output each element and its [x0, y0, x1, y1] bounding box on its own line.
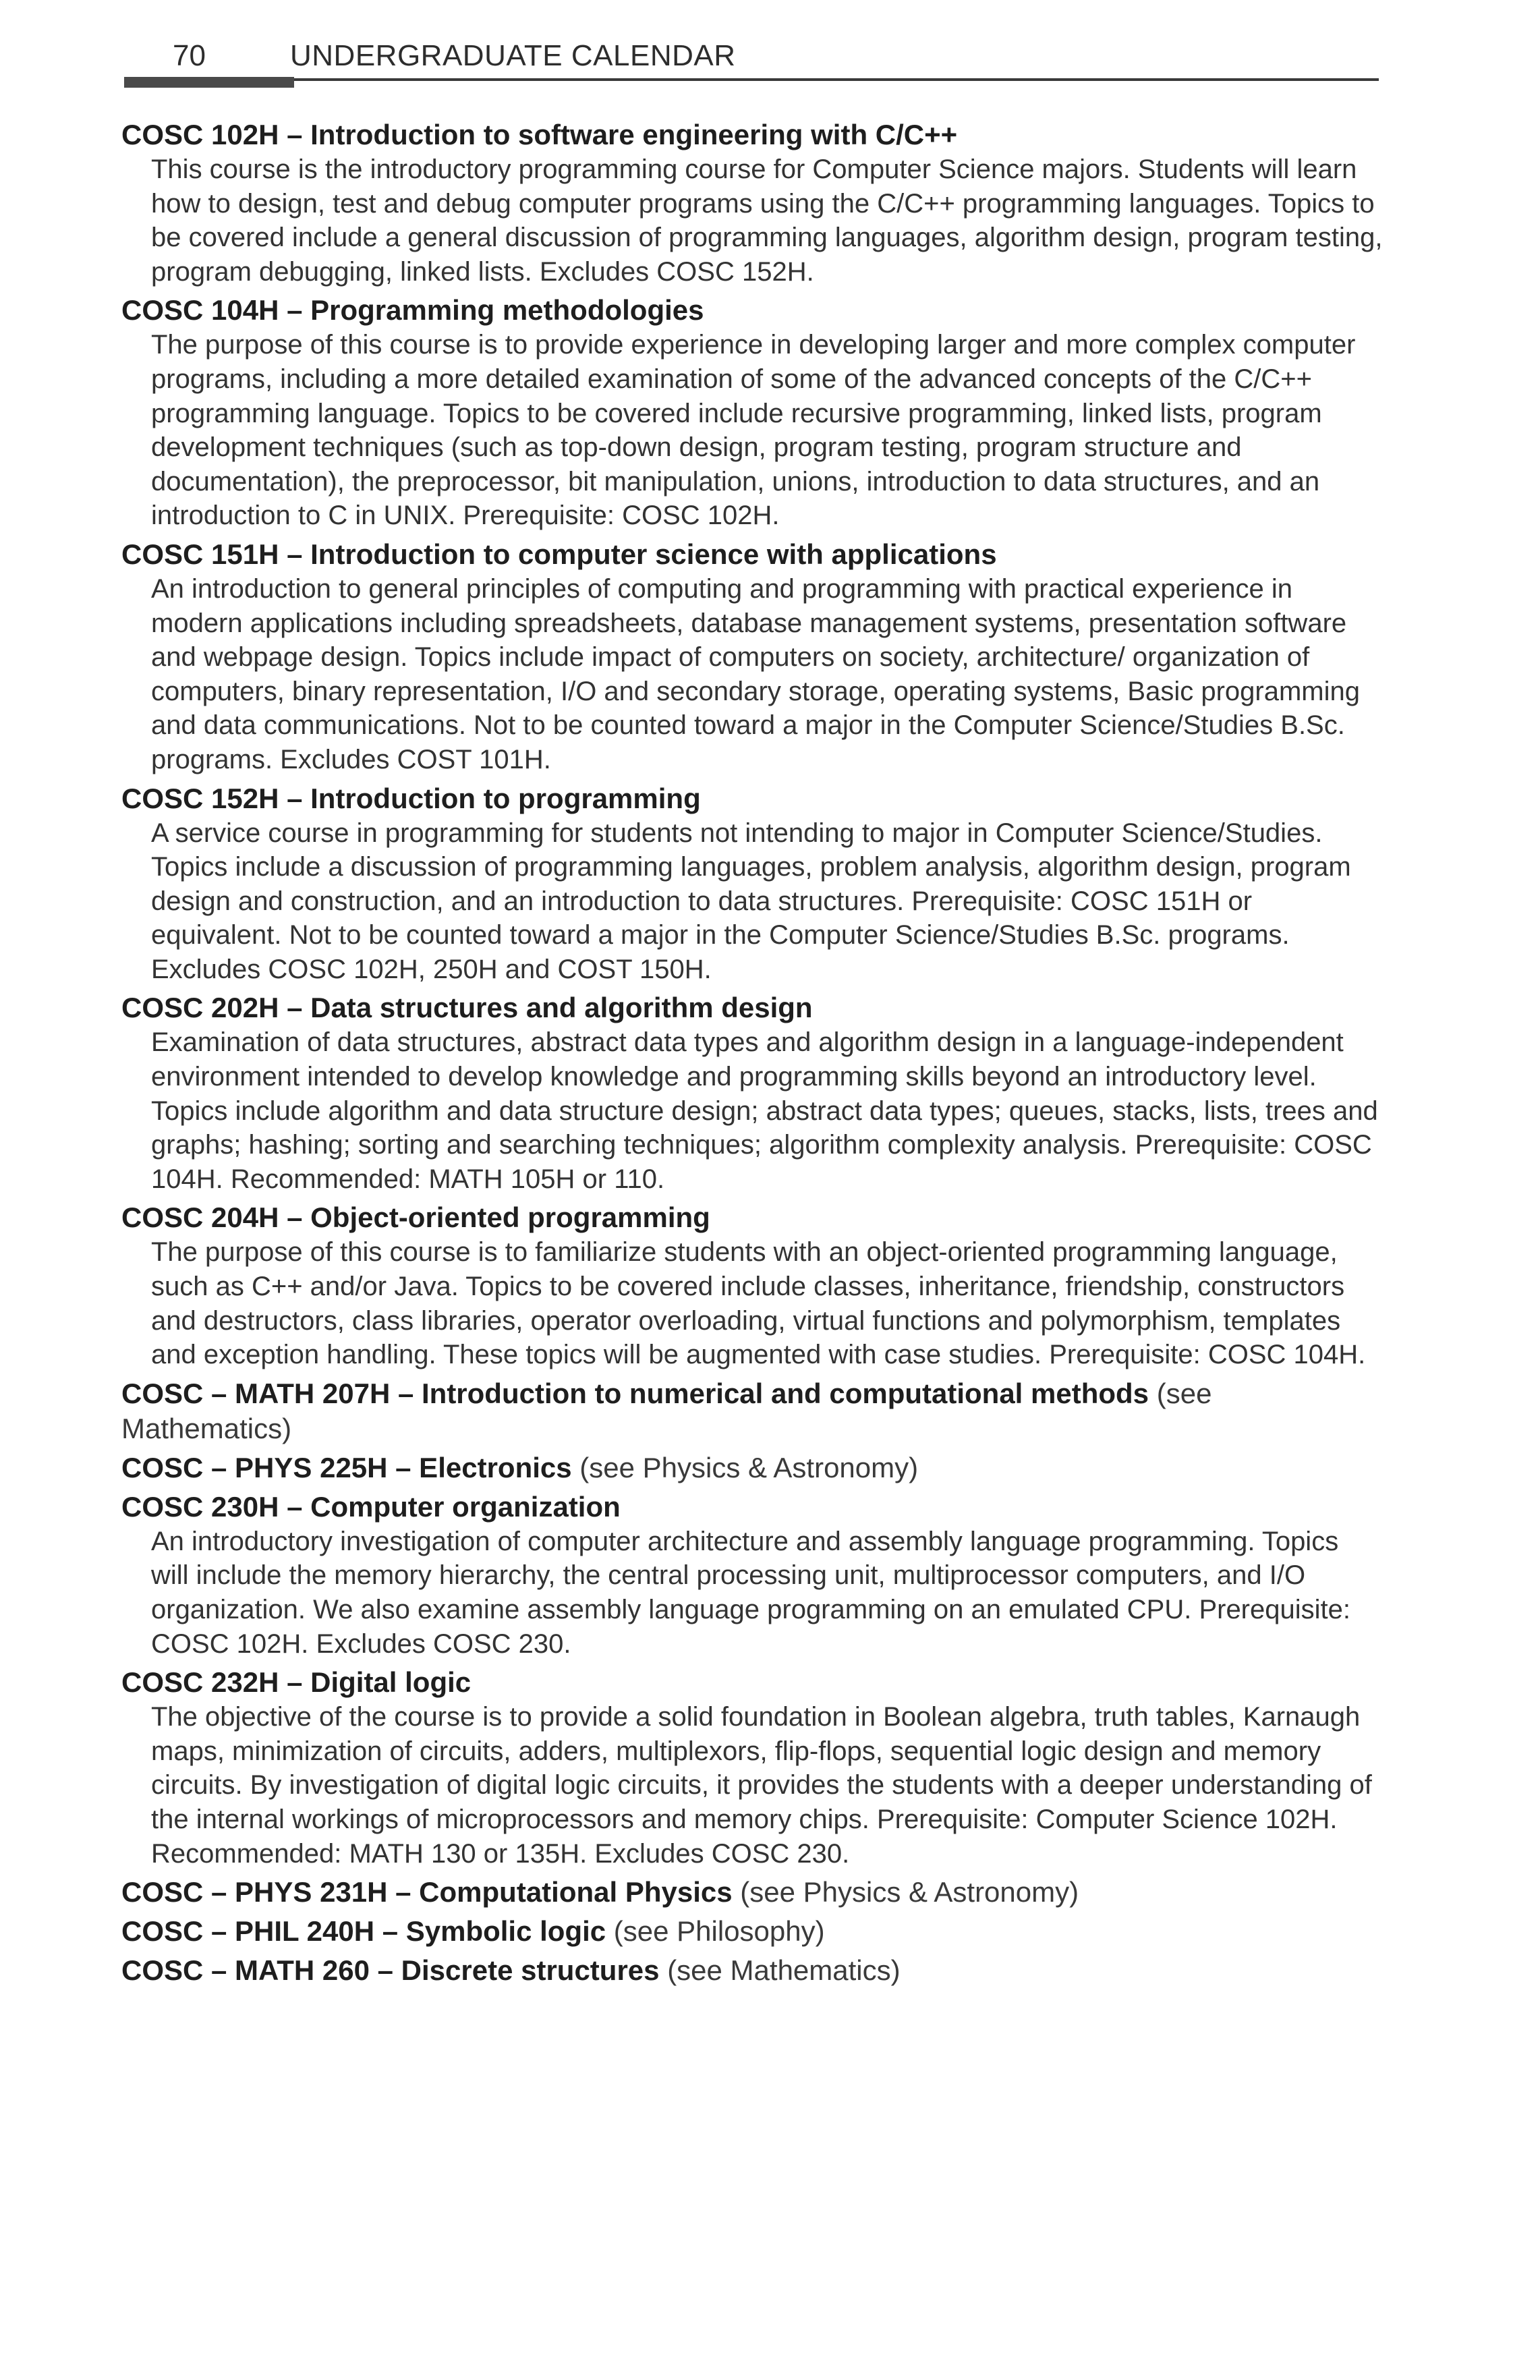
course-entry-cosc-151h [121, 537, 1383, 777]
course-entry-cosc-152h [121, 781, 1383, 987]
cross-reference: (see Mathematics) [667, 1954, 901, 1987]
course-description: The purpose of this course is to familiarize students with an object-oriented programming language, such as C++ and/or Java. Topics to be covered include classes, inheritance, friendship, constructors and destructors, class libraries, operator overloading, virtual functions and polymorphism, templates and exception handling. These topics will be augmented with case studies. Prerequisite: COSC 104H. [151, 1237, 1366, 1370]
course-title [121, 1376, 1383, 1446]
course-title [121, 1914, 1383, 1949]
course-entry-cosc-204h [121, 1200, 1383, 1371]
course-title-text: COSC – MATH 260 – Discrete structures [121, 1954, 660, 1987]
course-title-text: COSC – MATH 207H – Introduction to numerical and computational methods [121, 1377, 1149, 1409]
header-rule [124, 78, 1379, 81]
course-title [121, 1953, 1383, 1988]
course-title-text: COSC – PHYS 231H – Computational Physics [121, 1876, 733, 1908]
course-title-text: COSC 151H – Introduction to computer science with applications [121, 538, 997, 570]
course-title-text: COSC 230H – Computer organization [121, 1490, 621, 1523]
course-description: An introductory investigation of computer architecture and assembly language programming. Topics will include the memory hierarchy, the central processing unit, multiprocessor computers, and I/O organization. We also examine assembly language programming on an emulated CPU. Prerequisite: COSC 102H. Excludes COSC 230. [151, 1526, 1350, 1659]
course-listing [121, 117, 1383, 1988]
course-entry-cosc-202h [121, 990, 1383, 1196]
header-accent-bar [124, 77, 294, 88]
course-entry-cosc-232h [121, 1665, 1383, 1871]
course-description: The purpose of this course is to provide experience in developing larger and more complex computer programs, including a more detailed examination of some of the advanced concepts of the C/C++ programming language. Topics to be covered include recursive programming, linked lists, program development techniques (such as top-down design, program testing, program structure and documentation), the preprocessor, bit manipulation, unions, introduction to data structures, and an introduction to C in UNIX. Prerequisite: COSC 102H. [151, 330, 1356, 531]
course-title-text: COSC 202H – Data structures and algorithm design [121, 992, 813, 1024]
course-description: This course is the introductory programming course for Computer Science majors. Students will learn how to design, test and debug computer programs using the C/C++ programming languages. Topics to be covered include a general discussion of programming languages, algorithm design, program testing, program debugging, linked lists. Excludes COSC 152H. [151, 154, 1383, 287]
cross-reference: (see Physics & Astronomy) [579, 1451, 919, 1483]
course-description: An introduction to general principles of computing and programming with practical experience in modern applications including spreadsheets, database management systems, presentation software and webpage design. Topics include impact of computers on society, architecture/ organization of computers, binary representation, I/O and secondary storage, operating systems, Basic programming and data communications. Not to be counted toward a major in the Computer Science/Studies B.Sc. programs. Excludes COST 101H. [151, 573, 1360, 774]
course-title [121, 117, 1383, 152]
course-entry-cosc-math-260 [121, 1953, 1383, 1988]
course-entry-cosc-math-207h [121, 1376, 1383, 1446]
course-title-text: COSC 152H – Introduction to programming [121, 782, 701, 814]
cross-reference: (see Philosophy) [613, 1915, 825, 1948]
course-title [121, 781, 1383, 816]
course-entry-cosc-230h [121, 1490, 1383, 1661]
course-title-text: COSC 102H – Introduction to software engineering with C/C++ [121, 119, 958, 150]
course-description: The objective of the course is to provide a solid foundation in Boolean algebra, truth tables, Karnaugh maps, minimization of circuits, adders, multiplexors, flip-flops, sequential logic design and memory circuits. By investigation of digital logic circuits, it provides the students with a deeper understanding of the internal workings of microprocessors and memory chips. Prerequisite: Computer Science 102H. Recommended: MATH 130 or 135H. Excludes COSC 230. [151, 1702, 1372, 1869]
course-title [121, 1665, 1383, 1700]
course-title [121, 1490, 1383, 1525]
course-title [121, 990, 1383, 1025]
course-title-text: COSC – PHIL 240H – Symbolic logic [121, 1915, 606, 1948]
course-entry-cosc-phys-225h [121, 1450, 1383, 1485]
course-title-text: COSC – PHYS 225H – Electronics [121, 1451, 572, 1483]
cross-reference: (see Physics & Astronomy) [740, 1876, 1079, 1908]
course-title-text: COSC 104H – Programming methodologies [121, 294, 704, 327]
course-title [121, 537, 1383, 572]
course-entry-cosc-phys-231h [121, 1875, 1383, 1910]
course-title [121, 293, 1383, 328]
page-header [124, 38, 1379, 94]
course-title [121, 1200, 1383, 1235]
course-description: Examination of data structures, abstract data types and algorithm design in a language-independent environment intended to develop knowledge and programming skills beyond an introductory level. Topics include algorithm and data structure design; abstract data types; queues, stacks, lists, trees and graphs; hashing; sorting and searching techniques; algorithm complexity analysis. Prerequisite: COSC 104H. Recommended: MATH 105H or 110. [151, 1027, 1378, 1194]
course-title-text: COSC 232H – Digital logic [121, 1666, 472, 1699]
running-title: UNDERGRADUATE CALENDAR [290, 39, 736, 72]
course-entry-cosc-102h [121, 117, 1383, 289]
course-title [121, 1875, 1383, 1910]
course-description: A service course in programming for students not intending to major in Computer Science/Studies. Topics include a discussion of programming languages, problem analysis, algorithm design, program design and construction, and an introduction to data structures. Prerequisite: COSC 151H or equivalent. Not to be counted toward a major in the Computer Science/Studies B.Sc. programs. Excludes COSC 102H, 250H and COST 150H. [151, 818, 1351, 984]
course-entry-cosc-phil-240h [121, 1914, 1383, 1949]
cross-reference: (see Mathematics) [121, 1377, 1212, 1444]
course-entry-cosc-104h [121, 293, 1383, 533]
page-number: 70 [173, 39, 206, 72]
course-title-text: COSC 204H – Object-oriented programming [121, 1201, 710, 1234]
course-title [121, 1450, 1383, 1485]
